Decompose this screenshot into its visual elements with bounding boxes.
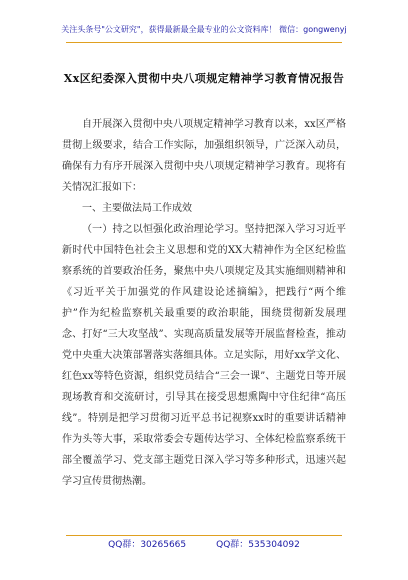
qq-group-1: QQ群：30265665 (108, 540, 187, 550)
body-paragraph: （一）持之以恒强化政治理论学习。坚持把深入学习习近平新时代中国特色社会主义思想和党的XX大精神作为全区纪检监察系统的首要政治任务，聚焦中央八项规定及其实施细则精神和《习近平关于加强党的作风建设论述摘编》，把践行“两个维护”作为纪检监察机关最重要的政治职能，围绕贯彻新发展理念、打好“三大攻坚战”、实现高质量发展等开展监督检查，推动党中央重大决策部署落实落细具体。立足实际，用好xx学文化、红色xx等特色资源，组织党员结合“三会一课”、主题党日等开展现场教育和交流研讨，引导其在接受思想熏陶中守住纪律“高压线”。特别是把学习贯彻习近平总书记视察xx时的重要讲话精神作为头等大事，采取常委会专题传达学习、全体纪检监察系统干部全覆盖学习、党支部主题党日深入学习等多种形式，迅速兴起学习宣传贯彻热潮。 (62, 224, 346, 487)
footer (0, 537, 408, 550)
header-divider (66, 42, 342, 43)
section-heading: 一、主要做法局工作成效 (82, 203, 192, 214)
qq-group-2: QQ群：535304092 (216, 540, 300, 550)
document-body (62, 114, 346, 492)
intro-paragraph: 自开展深入贯彻中央八项规定精神学习教育以来，xx区严格贯彻上级要求，结合工作实际，加强组织领导，广泛深入动员，确保有力有序开展深入贯彻中央八项规定精神学习教育。现将有关情况汇报如下： (62, 119, 346, 193)
footer-divider (66, 535, 342, 536)
document-title: Xx区纪委深入贯彻中央八项规定精神学习教育情况报告 (63, 72, 345, 85)
header-banner: 关注头条号"公文研究"，获得最新最全最专业的公文资料库！ 微信：gongwenyj (61, 25, 347, 34)
